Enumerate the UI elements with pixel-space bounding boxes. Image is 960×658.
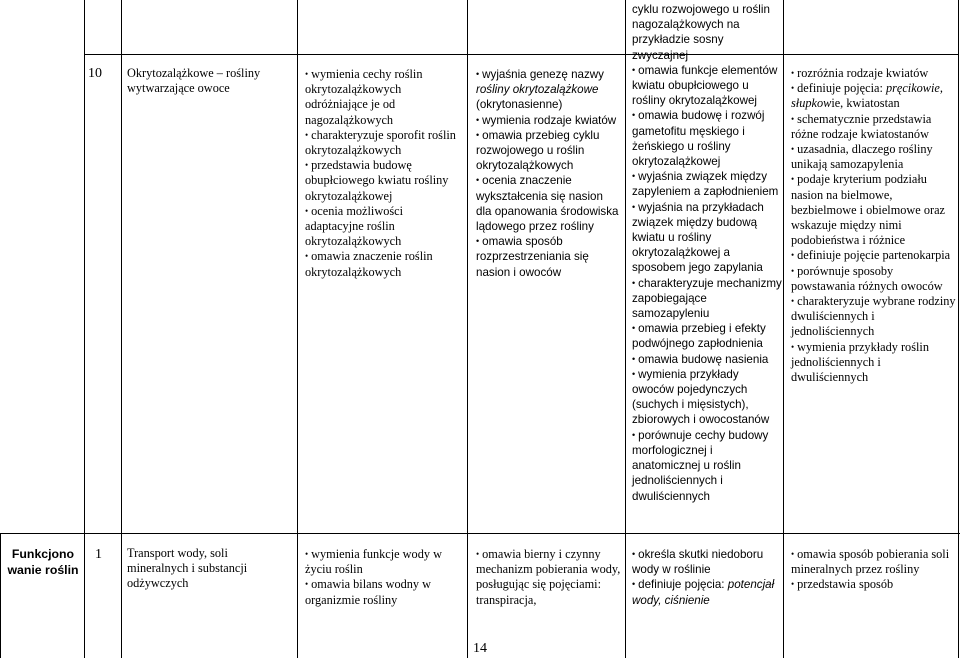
col-line-3 (121, 0, 122, 658)
continued-text: cyklu rozwojowego u roślin nagozalążkowych na przykładzie sosny zwyczajnej (632, 3, 770, 62)
list-item: • uzasadnia, dlaczego rośliny unikają samozapylenia (791, 142, 933, 172)
list-item: • określa skutki niedoboru wody w roślinie (632, 548, 764, 577)
list-item: • przedstawia sposób (791, 577, 894, 592)
col-line-1 (0, 533, 1, 658)
list-item: • wymienia funkcje wody w życiu roślin (305, 547, 442, 577)
list-item: • charakteryzuje sporofit roślin okrytozalążkowych (305, 127, 456, 158)
list-item: • wyjaśnia związek między zapyleniem a zapłodnieniem (632, 170, 779, 199)
list-item: • omawia funkcje elementów kwiatu obupłciowego u rośliny okrytozalążkowej (632, 63, 778, 108)
row1-topic: Transport wody, soli mineralnych i substancji odżywczych (127, 546, 248, 591)
list-item: • charakteryzuje mechanizmy zapobiegające samozapyleniu (632, 276, 782, 321)
list-item: • przedstawia budowę obupłciowego kwiatu rośliny okrytozalążkowej (305, 158, 449, 203)
row1-col-c (632, 547, 782, 608)
term-italic: potencjał wody, ciśnienie (632, 578, 775, 607)
list-item: • wyjaśnia na przykładach związek między budową kwiatu u rośliny okrytozalążkowej a sposobem jego zapylania (632, 200, 764, 275)
list-item: • porównuje sposoby powstawania różnych owoców (791, 263, 943, 293)
section-label: Funkcjono wanie roślin (7, 547, 79, 577)
col-line-2 (84, 0, 85, 658)
list-item: • podaje kryterium podziału nasion na bielmowe, bezbielmowe i obielmowe oraz wskazuje między nimi podobieństwa i różnice (791, 172, 945, 248)
col-line-5 (467, 0, 468, 658)
list-item: • wymienia przykłady roślin jednoliściennych i dwuliściennych (791, 339, 929, 385)
list-item: • wyjaśnia genezę nazwy rośliny okrytozalążkowe (okrytonasienne) (476, 68, 604, 112)
row10-col-d (791, 66, 956, 385)
list-item: • definiuje pojęcia: pręcikowie, słupkowie, kwiatostan (791, 81, 943, 111)
list-item: • omawia znaczenie roślin okrytozalążkowych (305, 249, 433, 279)
list-item: • omawia budowę i rozwój gametofitu męskiego i żeńskiego u rośliny okrytozalążkowej (632, 109, 765, 169)
row10-col-b (476, 67, 621, 280)
col-line-6 (625, 0, 626, 658)
row1-col-d (791, 547, 956, 593)
page-number: 14 (473, 641, 487, 656)
row1-col-a (305, 547, 463, 608)
col-line-7 (783, 0, 784, 658)
list-item: • omawia bilans wodny w organizmie rośliny (305, 577, 432, 607)
term-italic: rośliny okrytozalążkowe (476, 83, 599, 97)
list-item: • wymienia przykłady owoców pojedynczych (suchych i mięsistych), zbiorowych i owocostanów (632, 367, 770, 427)
col-line-4 (297, 0, 298, 658)
term-italic: pręcikowie, słupkow (791, 81, 943, 111)
list-item: • ocenia możliwości adaptacyjne roślin okrytozalążkowych (305, 203, 404, 249)
row10-topic: Okrytozalążkowe – rośliny wytwarzające owoce (127, 66, 261, 96)
list-item: • omawia przebieg i efekty podwójnego zapłodnienia (632, 322, 766, 351)
list-item: • omawia sposób pobierania soli mineralnych przez rośliny (791, 547, 950, 577)
list-item: • porównuje cechy budowy morfologicznej i anatomicznej u roślin jednoliściennych i dwuliściennych (632, 428, 769, 503)
row-separator-line (0, 533, 960, 534)
list-item: • omawia sposób rozprzestrzeniania się nasion i owoców (476, 235, 589, 279)
list-item: • schematycznie przedstawia różne rodzaje kwiatostanów (791, 111, 932, 141)
list-item: • charakteryzuje wybrane rodziny dwuliściennych i jednoliściennych (791, 294, 956, 339)
list-item: • ocenia znaczenie wykształcenia się nasion dla opanowania środowiska lądowego przez rośliny (476, 174, 619, 234)
list-item: • definiuje pojęcia: potencjał wody, ciśnienie (632, 578, 775, 607)
row1-col-b (476, 547, 621, 608)
list-item: • omawia bierny i czynny mechanizm pobierania wody, posługując się pojęciami: transpiracja, (476, 547, 621, 607)
list-item: • definiuje pojęcie partenokarpia (791, 248, 951, 263)
list-item: • omawia przebieg cyklu rozwojowego u roślin okrytozalążkowych (476, 128, 600, 173)
row1-number: 1 (95, 547, 102, 562)
row10-col-c (632, 2, 782, 504)
list-item: • wymienia cechy roślin okrytozalążkowych odróżniające je od nagozalążkowych (305, 67, 423, 127)
col-line-8 (958, 0, 959, 658)
list-item: • wymienia rodzaje kwiatów (476, 113, 617, 127)
row10-top-line (84, 54, 959, 55)
row10-number: 10 (88, 66, 102, 81)
list-item: • omawia budowę nasienia (632, 352, 769, 366)
row10-col-a (305, 67, 463, 280)
list-item: • rozróżnia rodzaje kwiatów (791, 66, 929, 80)
